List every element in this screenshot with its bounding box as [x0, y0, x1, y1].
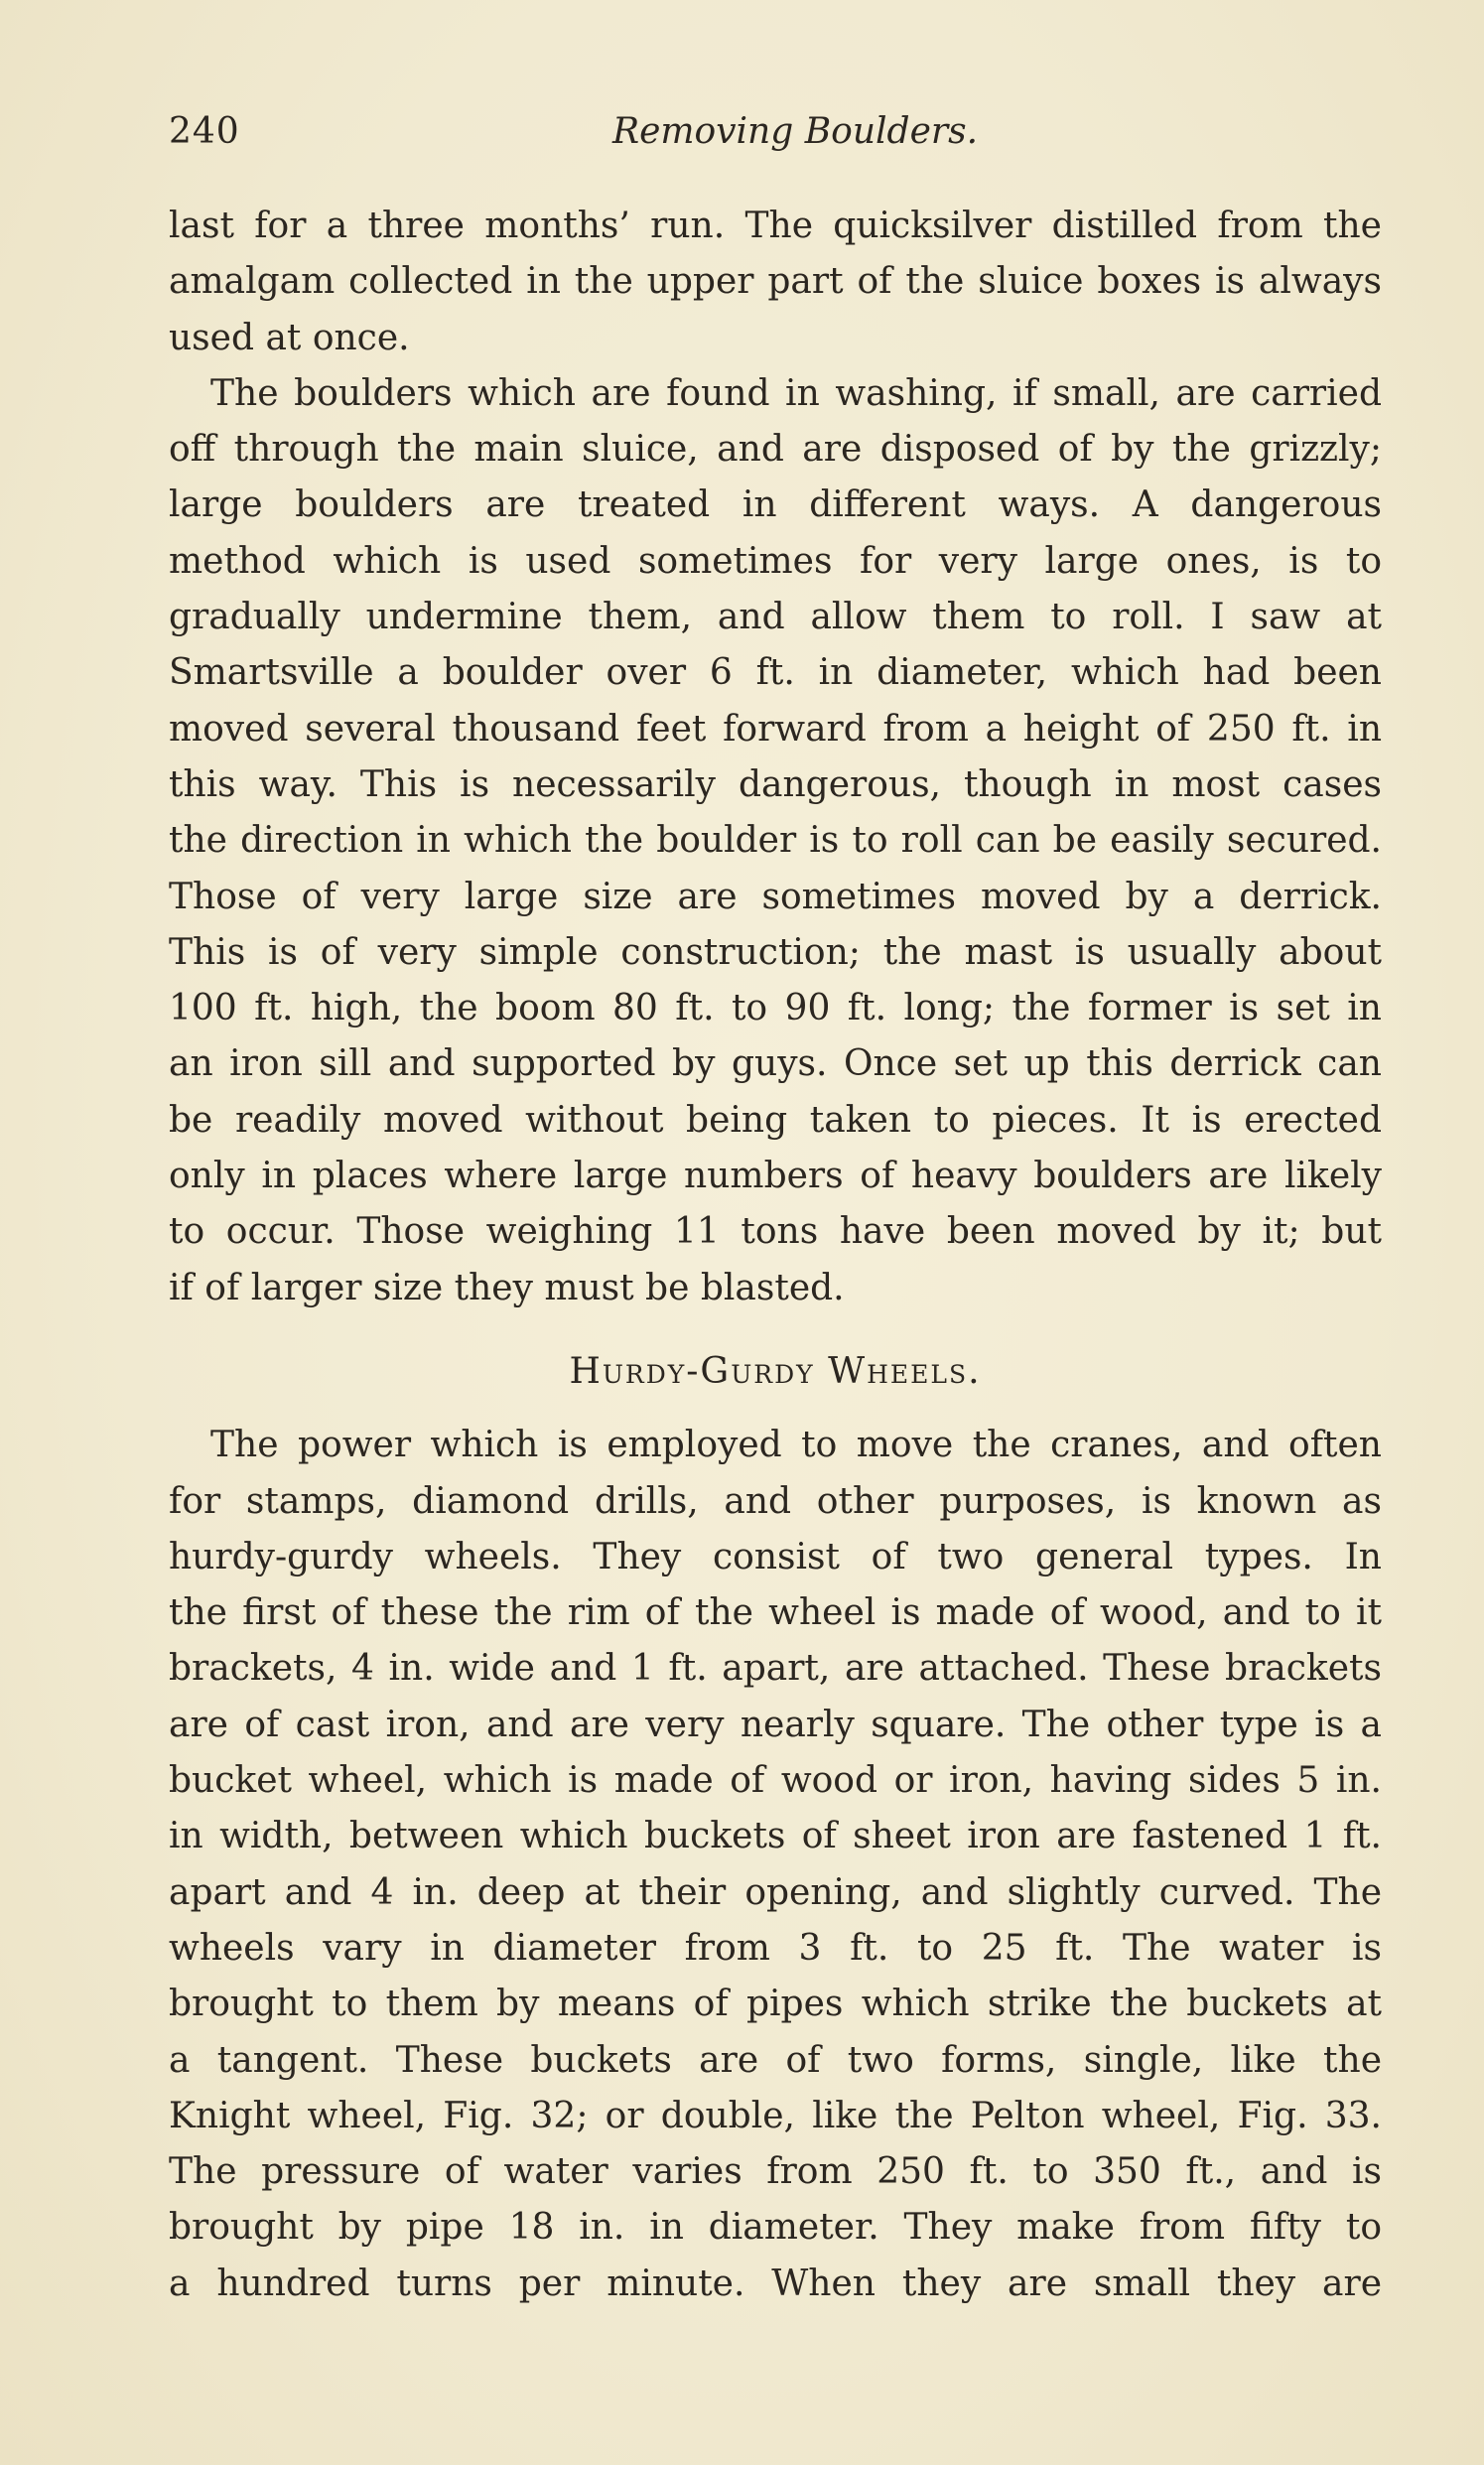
section-heading: Hurdy-Gurdy Wheels.	[569, 1350, 982, 1392]
paragraph-boulders	[169, 366, 1382, 1316]
text-line: for stamps, diamond drills, and other purposes, is known as	[169, 1480, 1382, 1522]
text-line: apart and 4 in. deep at their opening, and slightly curved. The	[169, 1871, 1382, 1913]
text-line: 100 ft. high, the boom 80 ft. to 90 ft. long; the former is set in	[169, 988, 1382, 1029]
text-line: Smartsville a boulder over 6 ft. in diameter, which had been	[169, 652, 1382, 694]
page-header	[169, 111, 1382, 171]
text-line: hurdy-gurdy wheels. They consist of two general types. In	[169, 1536, 1382, 1577]
text-line: are of cast iron, and are very nearly square. The other type is a	[169, 1704, 1382, 1745]
text-line: the direction in which the boulder is to roll can be easily secured.	[169, 820, 1382, 862]
text-line: off through the main sluice, and are disposed of by the grizzly;	[169, 429, 1382, 471]
text-line: a hundred turns per minute. When they are small they are	[169, 2262, 1382, 2304]
text-line: this way. This is necessarily dangerous, though in most cases	[169, 763, 1382, 805]
text-line: method which is used sometimes for very large ones, is to	[169, 540, 1382, 582]
text-line: large boulders are treated in different ways. A dangerous	[169, 484, 1382, 526]
text-line: gradually undermine them, and allow them to roll. I saw at	[169, 597, 1382, 638]
text-line: moved several thousand feet forward from a height of 250 ft. in	[169, 708, 1382, 750]
page-number: 240	[169, 111, 240, 152]
text-line: wheels vary in diameter from 3 ft. to 25 ft. The water is	[169, 1927, 1382, 1969]
page-body	[169, 199, 1382, 2312]
text-line: brought to them by means of pipes which strike the buckets at	[169, 1984, 1382, 2025]
text-line: last for a three months’ run. The quicksilver distilled from the	[169, 205, 1382, 246]
text-line: used at once.	[169, 317, 410, 358]
text-line: amalgam collected in the upper part of the sluice boxes is always	[169, 261, 1382, 303]
text-line: a tangent. These buckets are of two forms, single, like the	[169, 2039, 1382, 2081]
text-line: Those of very large size are sometimes moved by a derrick.	[169, 876, 1382, 917]
text-line: bucket wheel, which is made of wood or iron, having sides 5 in.	[169, 1760, 1382, 1802]
text-line: Knight wheel, Fig. 32; or double, like the Pelton wheel, Fig. 33.	[169, 2095, 1382, 2136]
text-line: in width, between which buckets of sheet iron are fastened 1 ft.	[169, 1816, 1382, 1857]
text-line: only in places where large numbers of heavy boulders are likely	[169, 1156, 1382, 1197]
text-line: be readily moved without being taken to pieces. It is erected	[169, 1099, 1382, 1141]
text-line: brackets, 4 in. wide and 1 ft. apart, are attached. These brackets	[169, 1648, 1382, 1690]
text-line: The pressure of water varies from 250 ft. to 350 ft., and is	[169, 2151, 1382, 2193]
text-line: The boulders which are found in washing, if small, are carried	[210, 372, 1382, 414]
text-line: an iron sill and supported by guys. Once set up this derrick can	[169, 1043, 1382, 1085]
running-title: Removing Boulders.	[611, 111, 979, 152]
text-line: if of larger size they must be blasted.	[169, 1267, 845, 1308]
text-line: The power which is employed to move the cranes, and often	[210, 1425, 1382, 1466]
text-line: the first of these the rim of the wheel is made of wood, and to it	[169, 1592, 1382, 1634]
text-line: brought by pipe 18 in. in diameter. They make from fifty to	[169, 2207, 1382, 2249]
paragraph-quicksilver	[169, 199, 1382, 366]
text-line: This is of very simple construction; the mast is usually about	[169, 931, 1382, 973]
text-line: to occur. Those weighing 11 tons have been moved by it; but	[169, 1211, 1382, 1253]
paragraph-hurdy-gurdy	[169, 1418, 1382, 2312]
